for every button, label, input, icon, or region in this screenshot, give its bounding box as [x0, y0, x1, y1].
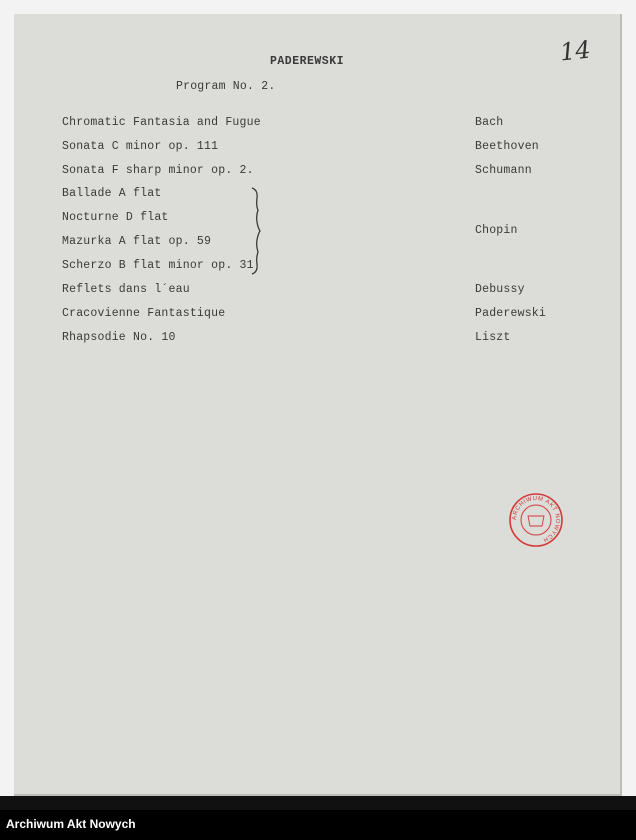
- composer-8: Debussy: [475, 283, 525, 296]
- composer-chopin: Chopin: [475, 224, 518, 237]
- svg-text:ARCHIWUM AKT NOWYCH: [512, 496, 560, 543]
- archive-name: Archiwum Akt Nowych: [6, 817, 136, 831]
- piece-5: Nocturne D flat: [62, 211, 169, 224]
- document-page: [14, 14, 622, 796]
- piece-2: Sonata C minor op. 111: [62, 140, 219, 153]
- piece-4: Ballade A flat: [62, 187, 162, 200]
- page-shadow: [0, 796, 636, 810]
- piece-10: Rhapsodie No. 10: [62, 331, 176, 344]
- stamp-text: ARCHIWUM AKT NOWYCH: [511, 495, 561, 543]
- archive-stamp: [508, 492, 564, 548]
- piece-3: Sonata F sharp minor op. 2.: [62, 164, 254, 177]
- piece-6: Mazurka A flat op. 59: [62, 235, 212, 248]
- composer-2: Beethoven: [475, 140, 539, 153]
- piece-1: Chromatic Fantasia and Fugue: [62, 116, 261, 129]
- composer-1: Bach: [475, 116, 504, 129]
- document-title: PADEREWSKI: [270, 55, 345, 68]
- handwritten-page-number: 14: [558, 35, 592, 67]
- piece-8: Reflets dans l´eau: [62, 283, 190, 296]
- program-number: Program No. 2.: [176, 80, 276, 93]
- piece-7: Scherzo B flat minor op. 31: [62, 259, 254, 272]
- composer-9: Paderewski: [475, 307, 547, 320]
- composer-10: Liszt: [475, 331, 511, 344]
- piece-9: Cracovienne Fantastique: [62, 307, 226, 320]
- composer-3: Schumann: [475, 164, 532, 177]
- curly-brace-icon: [248, 186, 264, 276]
